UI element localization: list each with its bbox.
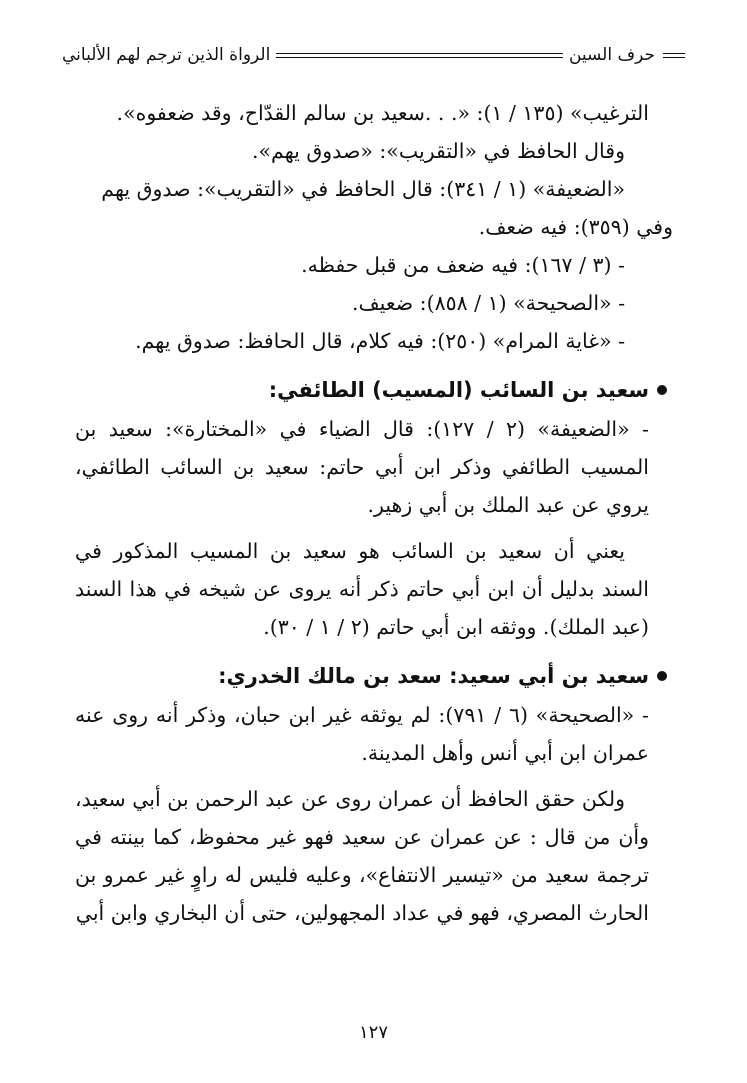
running-header	[62, 40, 685, 70]
body-paragraph: وفي (٣٥٩): فيه ضعف.	[478, 215, 673, 239]
bullet-icon	[657, 385, 667, 395]
body-paragraph: «الضعيفة» (١ / ٣٤١): قال الحافظ في «التقريب»: صدوق يهم	[101, 177, 625, 201]
page-number: ١٢٧	[358, 1022, 388, 1043]
body-paragraph: وقال الحافظ في «التقريب»: «صدوق يهم».	[252, 139, 625, 163]
entry-title-text: سعيد بن السائب (المسيب) الطائفي:	[268, 378, 649, 402]
body-paragraph: - (٣ / ١٦٧): فيه ضعف من قبل حفظه.	[301, 253, 625, 277]
body-paragraph: ولكن حقق الحافظ أن عمران روى عن عبد الرحمن بن أبي سعيد، وأن من قال : عن عمران عن سعيد فهو غير محفوظ، كما بينته في ترجمة سعيد من «تيسير الانتفاع»، وعليه فليس له راوٍ غير عمرو بن الحارث المصري، فهو في عداد المجهولين، حتى أن البخاري وابن أبي	[75, 787, 649, 925]
page-body	[75, 94, 673, 932]
header-rule	[276, 53, 563, 58]
body-paragraph: يعني أن سعيد بن السائب هو سعيد بن المسيب المذكور في السند بدليل أن ابن أبي حاتم ذكر أنه يروى عن شيخه في هذا السند (عبد الملك). ووثقه ابن أبي حاتم (٢ / ١ / ٣٠).	[75, 539, 649, 639]
body-paragraph: - «الصحيحة» (٦ / ٧٩١): لم يوثقه غير ابن حبان، وذكر أنه روى عنه عمران ابن أبي أنس وأهل المدينة.	[75, 703, 649, 765]
entry-title	[75, 656, 667, 696]
header-rule-mark	[663, 53, 685, 58]
body-paragraph: - «الضعيفة» (٢ / ١٢٧): قال الضياء في «المختارة»: سعيد بن المسيب الطائفي وذكر ابن أبي حاتم: سعيد بن السائب الطائفي، يروي عن عبد الملك بن أبي زهير.	[75, 417, 649, 517]
entry-title	[75, 370, 667, 410]
bullet-icon	[657, 671, 667, 681]
body-paragraph: - «الصحيحة» (١ / ٨٥٨): ضعيف.	[351, 291, 625, 315]
entry-title-text: سعيد بن أبي سعيد: سعد بن مالك الخدري:	[218, 664, 649, 688]
body-paragraph: الترغيب» (١٣٥ / ١): «. . .سعيد بن سالم القدّاح، وقد ضعفوه».	[116, 101, 649, 125]
body-paragraph: - «غاية المرام» (٢٥٠): فيه كلام، قال الحافظ: صدوق يهم.	[135, 329, 625, 353]
header-book-title: الرواة الذين ترجم لهم الألباني	[62, 45, 271, 65]
header-chapter: حرف السين	[568, 45, 655, 65]
